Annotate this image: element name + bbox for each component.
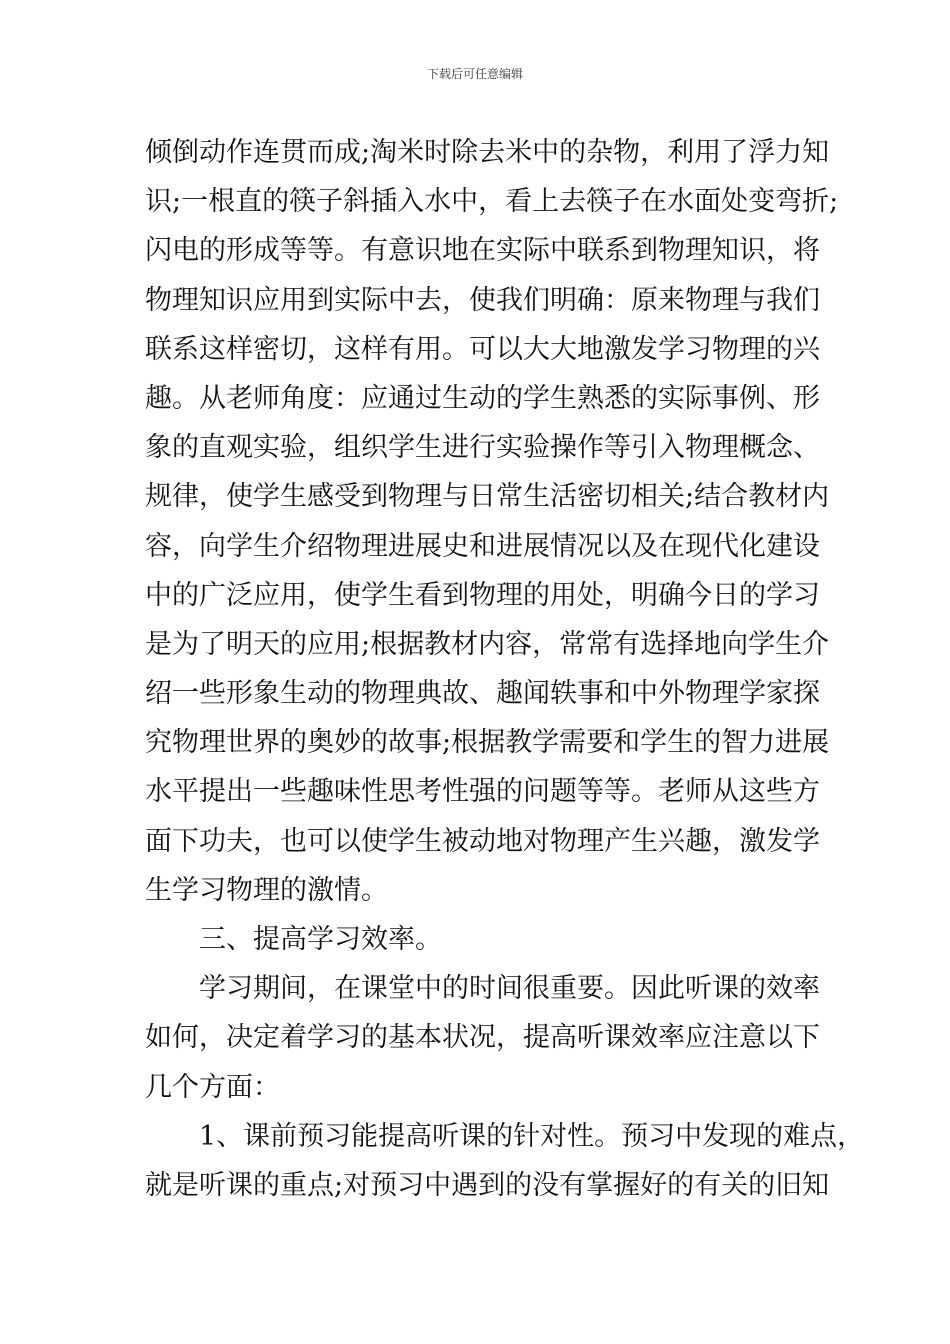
paragraph-line: 几个方面： xyxy=(145,1071,280,1103)
paragraph-line: 1、课前预习能提高听课的针对性。预习中发现的难点， xyxy=(199,1120,865,1152)
paragraph-line: 生学习物理的激情。 xyxy=(145,874,388,906)
paragraph-line: 水平提出一些趣味性思考性强的问题等等。老师从这些方 xyxy=(145,776,820,808)
paragraph-line: 象的直观实验，组织学生进行实验操作等引入物理概念、 xyxy=(145,432,820,464)
paragraph-line: 中的广泛应用，使学生看到物理的用处，明确今日的学习 xyxy=(145,579,820,611)
paragraph-line: 趣。从老师角度：应通过生动的学生熟悉的实际事例、形 xyxy=(145,382,820,414)
paragraph-line: 究物理世界的奥妙的故事;根据教学需要和学生的智力进展 xyxy=(145,727,830,759)
body-text xyxy=(145,128,865,1210)
paragraph-line: 识;一根直的筷子斜插入水中，看上去筷子在水面处变弯折; xyxy=(145,186,839,218)
paragraph-line: 规律，使学生感受到物理与日常生活密切相关;结合教材内 xyxy=(145,481,830,513)
paragraph-line: 是为了明天的应用;根据教材内容，常常有选择地向学生介 xyxy=(145,628,830,660)
paragraph-line: 就是听课的重点;对预习中遇到的没有掌握好的有关的旧知 xyxy=(145,1169,830,1201)
paragraph-line: 学习期间，在课堂中的时间很重要。因此听课的效率 xyxy=(199,973,820,1005)
paragraph-line: 面下功夫，也可以使学生被动地对物理产生兴趣，激发学 xyxy=(145,825,820,857)
paragraph-line: 物理知识应用到实际中去，使我们明确：原来物理与我们 xyxy=(145,284,820,316)
paragraph-line: 闪电的形成等等。有意识地在实际中联系到物理知识，将 xyxy=(145,235,820,267)
paragraph-line: 绍一些形象生动的物理典故、趣闻轶事和中外物理学家探 xyxy=(145,678,820,710)
paragraph-line: 容，向学生介绍物理进展史和进展情况以及在现代化建设 xyxy=(145,530,820,562)
paragraph-line: 如何，决定着学习的基本状况，提高听课效率应注意以下 xyxy=(145,1022,820,1054)
paragraph-line: 倾倒动作连贯而成;淘米时除去米中的杂物，利用了浮力知 xyxy=(145,137,830,168)
page-header: 下载后可任意编辑 xyxy=(426,67,523,81)
paragraph-line: 三、提高学习效率。 xyxy=(199,924,442,955)
paragraph-line: 联系这样密切，这样有用。可以大大地激发学习物理的兴 xyxy=(145,333,820,365)
